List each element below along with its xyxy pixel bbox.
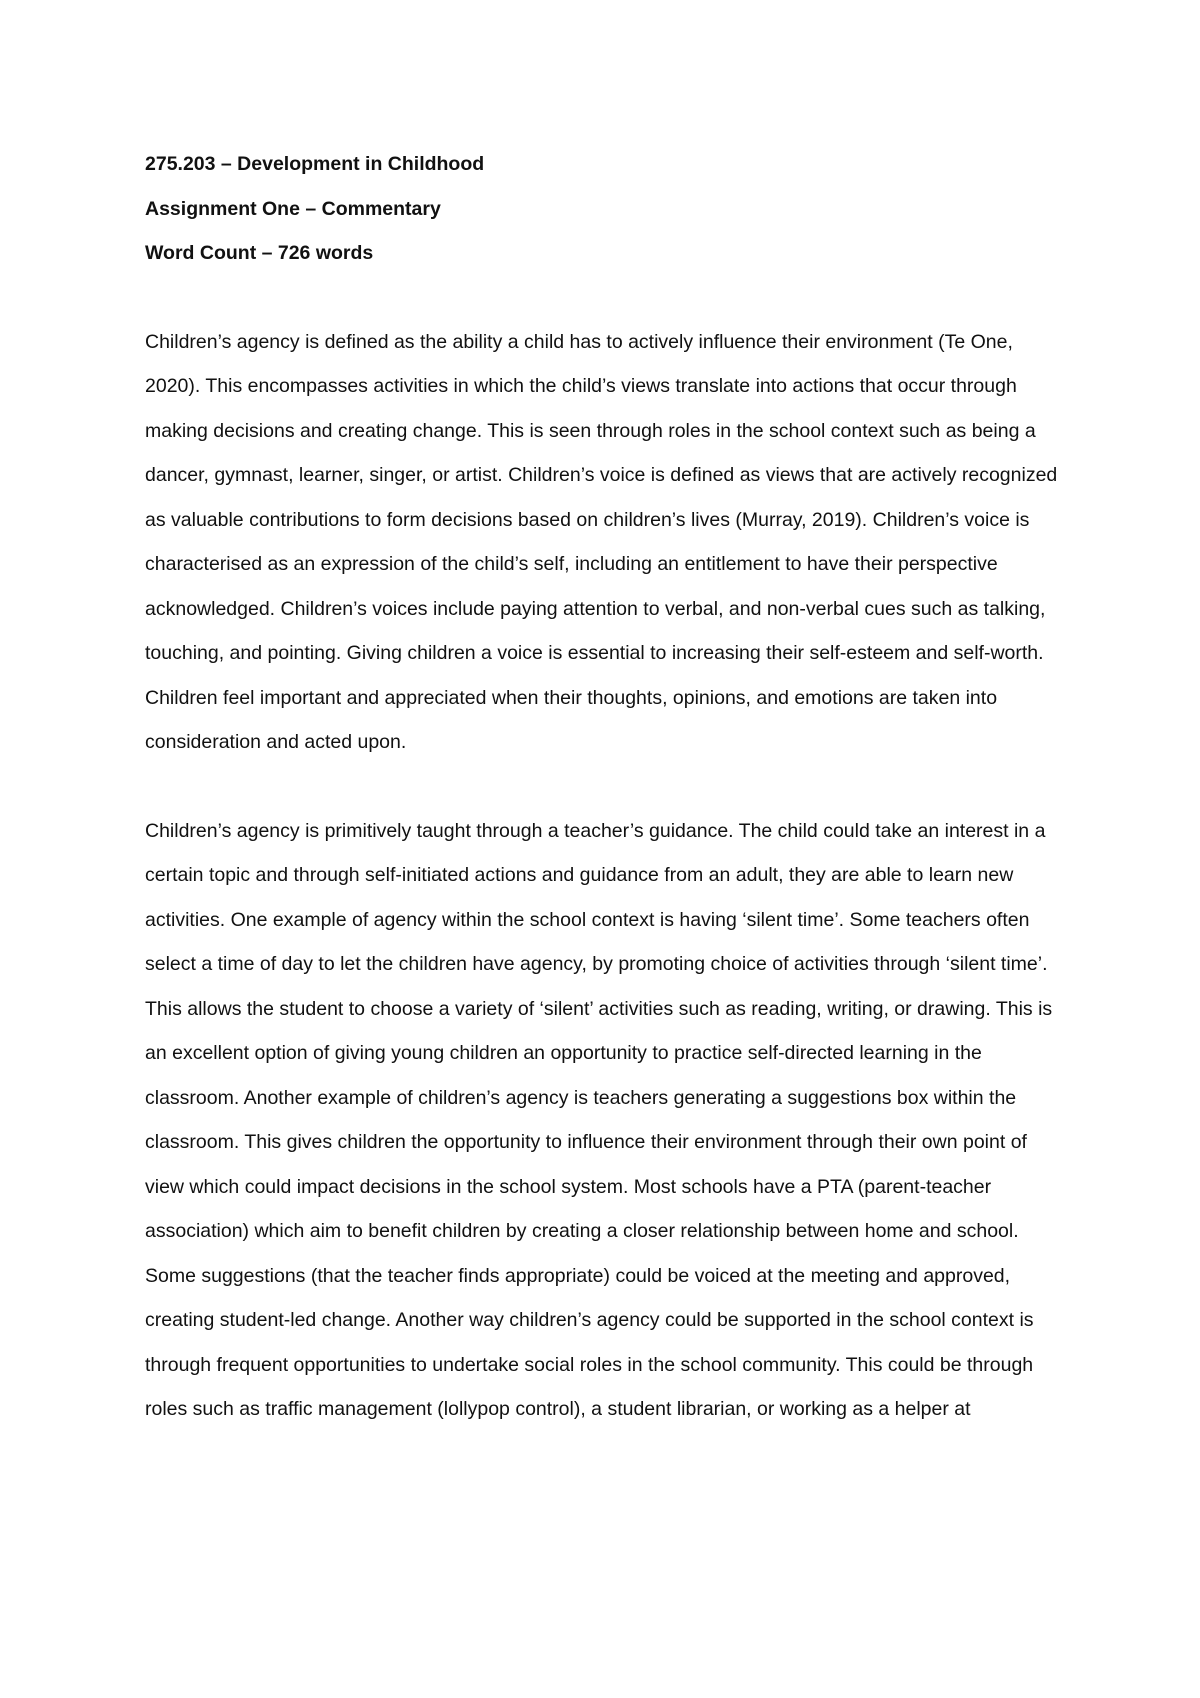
body-paragraph-2: Children’s agency is primitively taught through a teacher’s guidance. The child could take an interest in a certain topic and through self-initiated actions and guidance from an adult, they are able to learn new activities. One example of agency within the school context is having ‘silent time’. Some teachers often select a time of day to let the children have agency, by promoting choice of activities through ‘silent time’. This allows the student to choose a variety of ‘silent’ activities such as reading, writing, or drawing. This is an excellent option of giving young children an opportunity to practice self-directed learning in the classroom. Another example of children’s agency is teachers generating a suggestions box within the classroom. This gives children the opportunity to influence their environment through their own point of view which could impact decisions in the school system. Most schools have a PTA (parent-teacher association) which aim to benefit children by creating a closer relationship between home and school. Some suggestions (that the teacher finds appropriate) could be voiced at the meeting and approved, creating student-led change. Another way children’s agency could be supported in the school context is through frequent opportunities to undertake social roles in the school community. This could be through roles such as traffic management (lollypop control), a student librarian, or working as a helper at [145, 819, 1053, 1420]
spacer [145, 765, 1070, 809]
assignment-title: Assignment One – Commentary [145, 197, 441, 220]
body-paragraph-1: Children’s agency is defined as the ability a child has to actively influence their environment (Te One, 2020). This encompasses activities in which the child’s views translate into actions that occur through making decisions and creating change. This is seen through roles in the school context such as being a dancer, gymnast, learner, singer, or artist. Children’s voice is defined as views that are actively recognized as valuable contributions to form decisions based on children’s lives (Murray, 2019). Children’s voice is characterised as an expression of the child’s self, including an entitlement to have their perspective acknowledged. Children’s voices include paying attention to verbal, and non-verbal cues such as talking, touching, and pointing. Giving children a voice is essential to increasing their self-esteem and self-worth. Children feel important and appreciated when their thoughts, opinions, and emotions are taken into consideration and acted upon. [145, 330, 1058, 753]
word-count: Word Count – 726 words [145, 242, 374, 264]
spacer [145, 276, 1070, 320]
document-content [145, 142, 1070, 1432]
course-title: 275.203 – Development in Childhood [145, 153, 485, 175]
